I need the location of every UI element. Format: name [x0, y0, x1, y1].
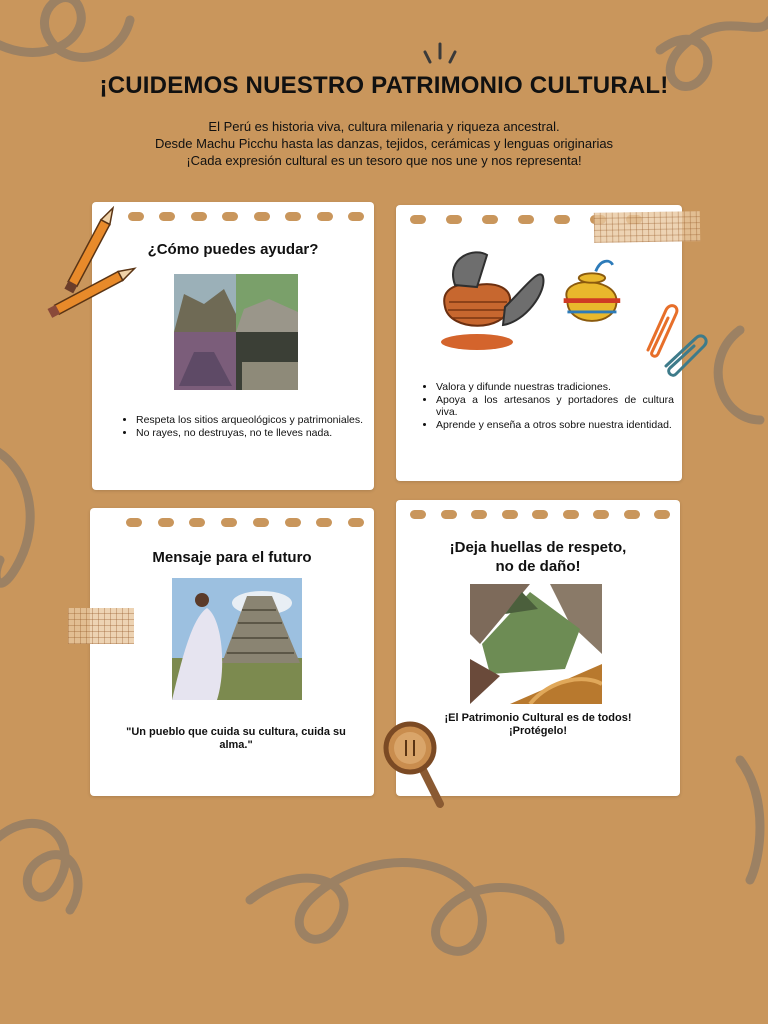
ceramic-jar-icon — [558, 255, 624, 335]
future-quote: "Un pueblo que cuida su cultura, cuida su alma." — [126, 726, 346, 751]
machu-picchu-photo-collage — [470, 584, 602, 704]
list-item: • Respeta los sitios arqueológicos y patrimoniales. — [136, 414, 372, 426]
pencil-icon — [44, 190, 144, 320]
footer-line: ¡Protégelo! — [508, 725, 568, 737]
list-item: • Valora y difunde nuestras tradiciones. — [436, 381, 674, 393]
paperclip-icon — [636, 300, 716, 380]
card-title: Mensaje para el futuro — [152, 549, 312, 566]
archaeological-sites-photo-collage — [174, 274, 298, 390]
washi-tape — [594, 211, 701, 243]
intro-text — [0, 118, 768, 169]
dancer-pyramid-photo — [172, 578, 302, 700]
intro-line: El Perú es historia viva, cultura milenaria y riqueza ancestral. — [208, 119, 560, 134]
card-title: ¿Cómo puedes ayudar? — [147, 241, 319, 258]
notebook-holes — [410, 510, 670, 520]
respect-footer — [416, 712, 660, 738]
page-title: ¡CUIDEMOS NUESTRO PATRIMONIO CULTURAL! — [99, 72, 669, 99]
help-list — [122, 414, 372, 440]
notebook-holes — [128, 212, 364, 222]
intro-line: ¡Cada expresión cultural es un tesoro que nos une y nos representa! — [186, 153, 582, 168]
traditions-list — [422, 381, 674, 432]
card-future-message — [90, 508, 374, 796]
list-item: • Aprende y enseña a otros sobre nuestra identidad. — [436, 419, 674, 431]
card-title — [396, 538, 680, 576]
intro-line: Desde Machu Picchu hasta las danzas, tejidos, cerámicas y lenguas originarias — [154, 136, 614, 151]
notebook-holes — [126, 518, 364, 528]
list-item: • No rayes, no destruyas, no te lleves nada. — [136, 427, 372, 439]
card-title-line: no de daño! — [495, 558, 581, 575]
list-item: • Apoya a los artesanos y portadores de cultura viva. — [436, 394, 674, 418]
washi-tape — [68, 608, 134, 644]
footer-line: ¡El Patrimonio Cultural es de todos! — [444, 712, 632, 724]
pottery-hands-icon — [424, 247, 546, 357]
magnifier-icon — [380, 720, 450, 810]
card-title-line: ¡Deja huellas de respeto, — [449, 539, 627, 556]
